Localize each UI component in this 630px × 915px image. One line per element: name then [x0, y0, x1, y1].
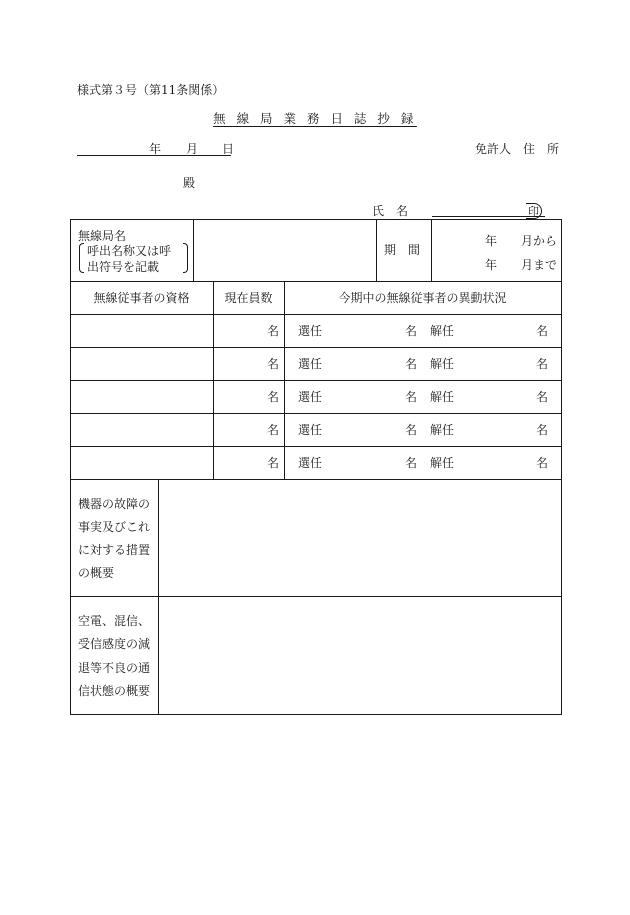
- dismissed-label: 解任: [430, 456, 455, 470]
- date-year-label: 年: [149, 142, 162, 156]
- station-name-label: 無線局名: [78, 229, 127, 243]
- dismissed-unit: 名: [536, 390, 549, 404]
- date-month-label: 月: [186, 142, 199, 156]
- appointed-unit: 名: [405, 456, 418, 470]
- appointed-label: 選任: [298, 423, 323, 437]
- appointed-unit: 名: [405, 390, 418, 404]
- period-from: 年 月から: [485, 234, 558, 248]
- form-number: 様式第３号（第11条関係）: [77, 83, 225, 97]
- document-title: 無 線 局 業 務 日 誌 抄 録: [213, 111, 417, 126]
- dismissed-label: 解任: [430, 423, 455, 437]
- appointed-unit: 名: [405, 423, 418, 437]
- count-unit: 名: [266, 456, 279, 470]
- header-staff-changes: 今期中の無線従事者の異動状況: [338, 291, 507, 305]
- seal-mark: 印: [526, 203, 542, 219]
- appointed-label: 選任: [298, 456, 323, 470]
- header-qualification: 無線従事者の資格: [93, 291, 190, 305]
- licensee-address-label: 免許人 住 所: [475, 142, 560, 156]
- appointed-label: 選任: [298, 324, 323, 338]
- dismissed-label: 解任: [430, 390, 455, 404]
- period-to: 年 月まで: [485, 258, 558, 272]
- dismissed-label: 解任: [430, 357, 455, 371]
- count-unit: 名: [266, 390, 279, 404]
- count-unit: 名: [266, 357, 279, 371]
- dismissed-unit: 名: [536, 357, 549, 371]
- dismissed-unit: 名: [536, 423, 549, 437]
- dismissed-label: 解任: [430, 324, 455, 338]
- appointed-unit: 名: [405, 324, 418, 338]
- header-current-count: 現在員数: [224, 291, 273, 305]
- appointed-unit: 名: [405, 357, 418, 371]
- name-label: 氏 名: [372, 204, 409, 218]
- note-bracket-right: [183, 243, 188, 273]
- station-note-line1: 呼出名称又は呼: [87, 244, 172, 258]
- dismissed-unit: 名: [536, 324, 549, 338]
- station-note-line2: 出符号を記載: [87, 260, 160, 274]
- period-label: 期 間: [384, 243, 421, 257]
- dismissed-unit: 名: [536, 456, 549, 470]
- count-unit: 名: [266, 423, 279, 437]
- date-day-label: 日: [222, 142, 235, 156]
- count-unit: 名: [266, 324, 279, 338]
- note-bracket-left: [79, 243, 84, 273]
- appointed-label: 選任: [298, 390, 323, 404]
- appointed-label: 選任: [298, 357, 323, 371]
- addressee-suffix: 殿: [183, 176, 196, 190]
